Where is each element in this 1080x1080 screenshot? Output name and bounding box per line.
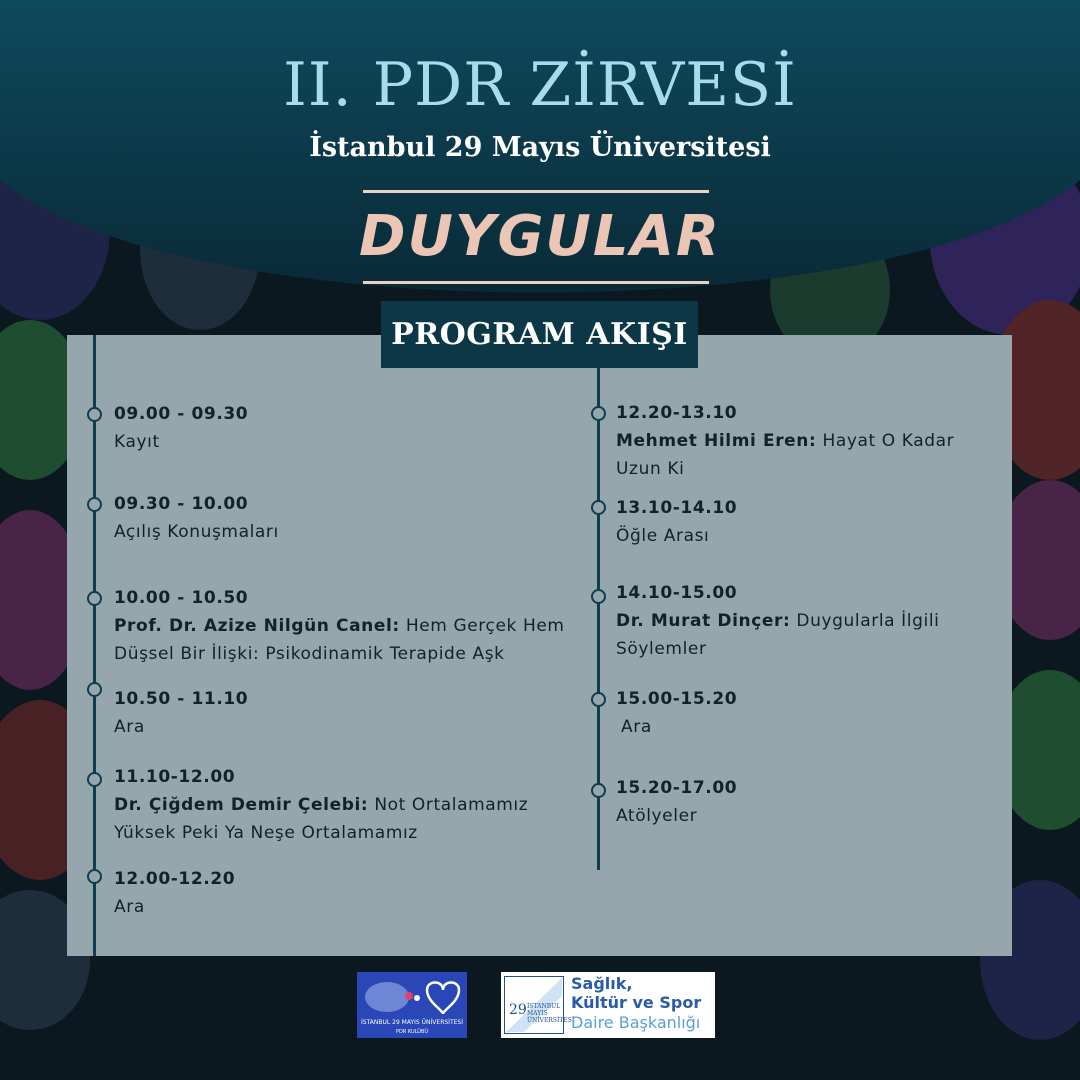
brain-heart-icon (357, 972, 467, 1018)
divider-top (363, 190, 709, 193)
schedule-item (114, 685, 574, 741)
event-title: II. PDR ZİRVESİ (283, 50, 797, 120)
timeline-dot (591, 692, 606, 707)
schedule-time: 15.00-15.20 (616, 689, 738, 709)
schedule-time: 09.30 - 10.00 (114, 494, 249, 514)
schedule-time: 14.10-15.00 (616, 583, 738, 603)
theme-title: DUYGULAR (358, 204, 722, 269)
schedule-time: 10.50 - 11.10 (114, 689, 249, 709)
schedule-item (616, 494, 976, 550)
dept-line-3: Daire Başkanlığı (571, 1013, 701, 1032)
timeline-dot (87, 591, 102, 606)
timeline-dot (87, 682, 102, 697)
university-name: İstanbul 29 Mayıs Üniversitesi (309, 132, 771, 163)
schedule-time: 09.00 - 09.30 (114, 404, 249, 424)
program-heading: PROGRAM AKIŞI (381, 301, 698, 368)
schedule-item (616, 579, 976, 663)
schedule-time: 13.10-14.10 (616, 498, 738, 518)
timeline-dot (591, 500, 606, 515)
schedule-desc: Ara (621, 717, 652, 737)
pdr-club-logo (357, 972, 467, 1038)
schedule-item (616, 399, 976, 483)
timeline-dot (591, 783, 606, 798)
univ-line-1: İSTANBUL (527, 1003, 561, 1010)
speaker-name: Mehmet Hilmi Eren: (616, 431, 817, 451)
talk-title: Hem Gerçek Hem Düşsel Bir İlişki: Psikodinamik Terapide Aşk (114, 616, 565, 664)
schedule-item (114, 584, 574, 668)
schedule-desc: Atölyeler (616, 806, 698, 826)
schedule-item (616, 774, 976, 830)
timeline-dot (591, 406, 606, 421)
speaker-name: Dr. Çiğdem Demir Çelebi: (114, 795, 369, 815)
schedule-desc (616, 427, 976, 483)
timeline-dot (87, 497, 102, 512)
talk-title: Not Ortalamamız Yüksek Peki Ya Neşe Ortalamamız (114, 795, 529, 843)
timeline-dot (87, 869, 102, 884)
schedule-desc: Ara (114, 717, 145, 737)
timeline-dot (591, 589, 606, 604)
talk-title: Hayat O Kadar Uzun Ki (616, 431, 955, 479)
club-caption: İSTANBUL 29 MAYIS ÜNİVERSİTESİ (361, 1019, 463, 1026)
schedule-desc (114, 612, 574, 668)
schedule-item (114, 490, 574, 546)
schedule-desc: Kayıt (114, 432, 160, 452)
timeline-dot (87, 407, 102, 422)
schedule-item (616, 685, 976, 741)
schedule-item (114, 865, 574, 921)
schedule-time: 12.20-13.10 (616, 403, 738, 423)
club-name: PDR KULÜBÜ (395, 1029, 429, 1035)
univ-number: 29 (509, 1002, 527, 1018)
speaker-name: Prof. Dr. Azize Nilgün Canel: (114, 616, 400, 636)
sks-logo (501, 972, 715, 1038)
schedule-desc: Açılış Konuşmaları (114, 522, 279, 542)
divider-bottom (363, 281, 709, 284)
schedule-time: 11.10-12.00 (114, 767, 236, 787)
schedule-time: 12.00-12.20 (114, 869, 236, 889)
schedule-time: 15.20-17.00 (616, 778, 738, 798)
dept-line-1: Sağlık, (571, 974, 633, 993)
talk-title: Duygularla İlgili Söylemler (616, 611, 940, 659)
schedule-desc: Ara (114, 897, 145, 917)
univ-name (527, 1003, 574, 1024)
timeline-dot (87, 772, 102, 787)
univ-line-2: MAYIS (527, 1010, 548, 1017)
univ-line-3: ÜNİVERSİTESİ (527, 1017, 575, 1024)
schedule-desc (616, 607, 976, 663)
schedule-desc (114, 791, 574, 847)
dept-line-2: Kültür ve Spor (571, 993, 702, 1012)
schedule-item (114, 763, 574, 847)
schedule-desc: Öğle Arası (616, 526, 710, 546)
schedule-item (114, 400, 574, 456)
schedule-time: 10.00 - 10.50 (114, 588, 249, 608)
speaker-name: Dr. Murat Dinçer: (616, 611, 791, 631)
timeline-left (93, 335, 96, 956)
